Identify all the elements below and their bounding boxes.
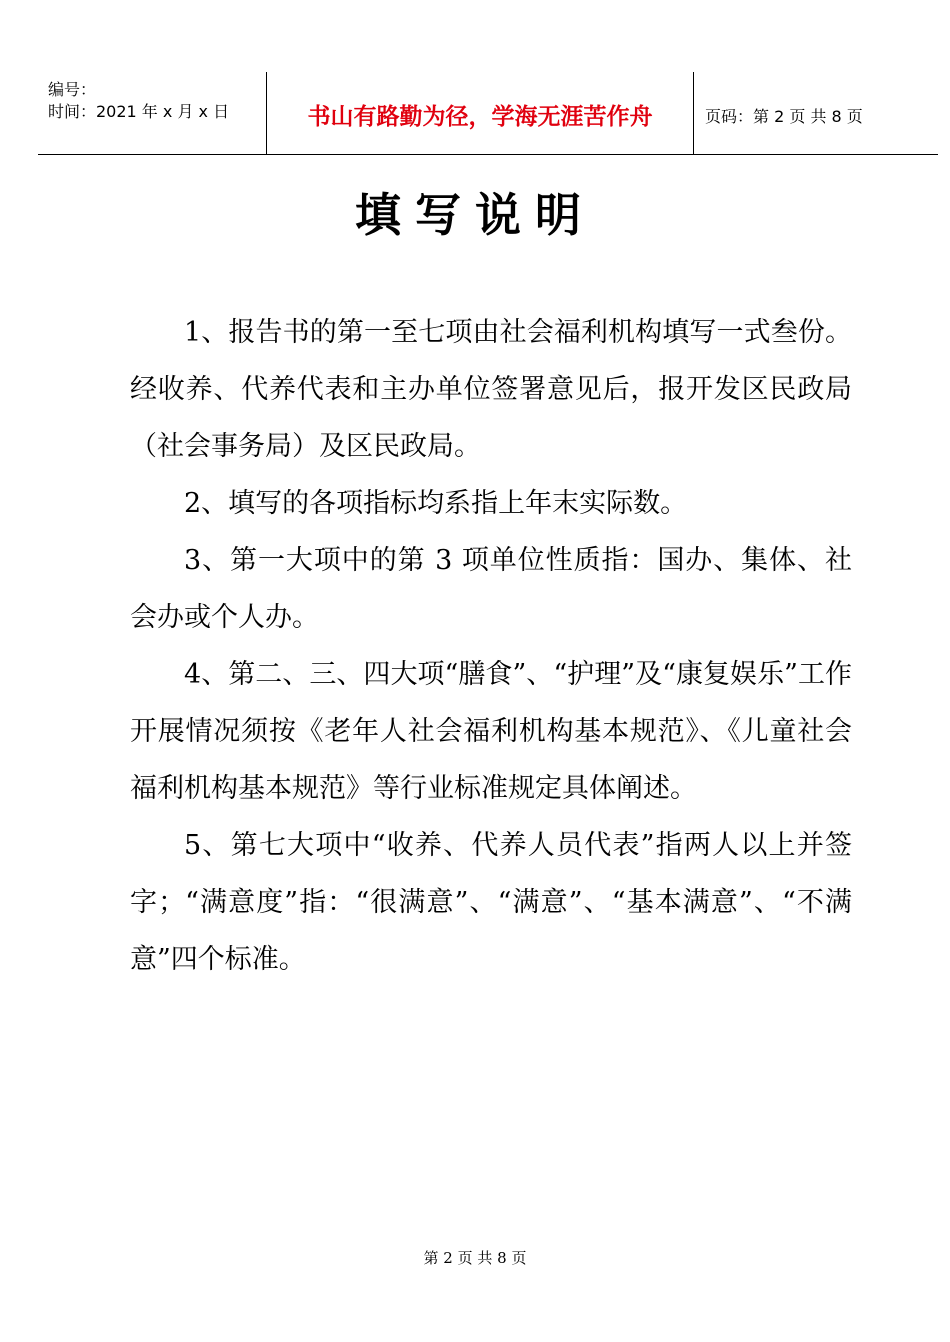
header-info-cell — [38, 72, 266, 154]
document-time: 时间：2021 年 x 月 x 日 — [48, 102, 230, 121]
instruction-paragraph-3: 3、第一大项中的第 3 项单位性质指：国办、集体、社会办或个人办。 — [130, 545, 852, 633]
header-page-code: 页码：第 2 页 共 8 页 — [705, 107, 863, 126]
page-footer: 第 2 页 共 8 页 — [423, 1249, 527, 1267]
header-motto-cell — [266, 72, 694, 154]
instruction-paragraph-2: 2、填写的各项指标均系指上年末实际数。 — [184, 488, 688, 519]
header-page-cell — [693, 72, 938, 154]
header-motto: 书山有路勤为径，学海无涯苦作舟 — [307, 103, 653, 130]
page-header — [38, 72, 938, 155]
instruction-paragraph-4: 4、第二、三、四大项“膳食”、“护理”及“康复娱乐”工作开展情况须按《老年人社会福利机构基本规范》、《儿童社会福利机构基本规范》等行业标准规定具体阐述。 — [130, 659, 852, 804]
instructions-body — [130, 304, 852, 988]
page-title: 填写说明 — [355, 188, 595, 242]
document-number-label: 编号： — [48, 80, 97, 99]
instruction-paragraph-5: 5、第七大项中“收养、代养人员代表”指两人以上并签字；“满意度”指：“很满意”、“满意”、“基本满意”、“不满意”四个标准。 — [130, 830, 852, 975]
instruction-paragraph-1: 1、报告书的第一至七项由社会福利机构填写一式叁份。经收养、代养代表和主办单位签署意见后，报开发区民政局（社会事务局）及区民政局。 — [130, 317, 852, 462]
